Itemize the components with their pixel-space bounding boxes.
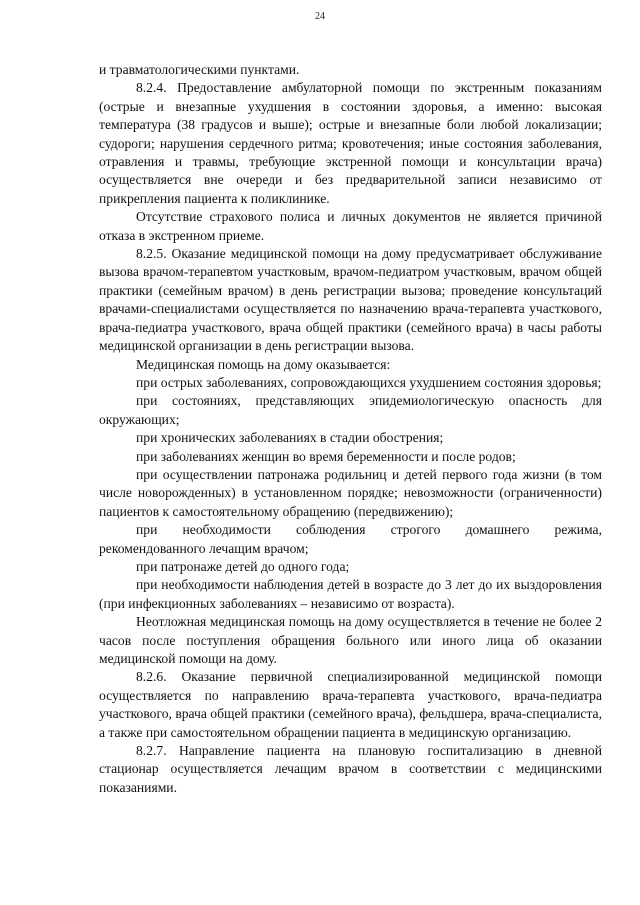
paragraph: 8.2.4. Предоставление амбулаторной помощи по экстренным показаниям (острые и внезапные ухудшения в состоянии здоровья, а именно: высокая температура (38 градусов и выше); острые и внезапные боли любой локализации; судороги; нарушения сердечного ритма; кровотечения; иные состояния заболевания, отравления и травмы, требующие экстренной помощи и консультации врача) осуществляется вне очереди и без предварительной записи независимо от прикрепления пациента к поликлинике.	[99, 80, 602, 206]
paragraph: и травматологическими пунктами.	[99, 62, 300, 77]
document-body	[99, 61, 602, 797]
paragraph: при патронаже детей до одного года;	[136, 558, 350, 574]
paragraph: Медицинская помощь на дому оказывается:	[136, 356, 391, 372]
paragraph: при необходимости соблюдения строгого домашнего режима, рекомендованного лечащим врачом;	[99, 522, 602, 556]
paragraph: при необходимости наблюдения детей в возрасте до 3 лет до их выздоровления (при инфекционных заболеваниях – независимо от возраста).	[99, 577, 602, 611]
paragraph: при осуществлении патронажа родильниц и детей первого года жизни (в том числе новорожденных) в установленном порядке; невозможности (ограниченности) пациентов к самостоятельному обращению (передвижению);	[99, 466, 602, 519]
paragraph: при состояниях, представляющих эпидемиологическую опасность для окружающих;	[99, 393, 602, 427]
paragraph: при хронических заболеваниях в стадии обострения;	[136, 430, 444, 446]
paragraph: 8.2.5. Оказание медицинской помощи на дому предусматривает обслуживание вызова врачом-терапевтом участковым, врачом-педиатром участковым, врачом общей практики (семейным врачом) в день регистрации вызова; проведение консультаций врачами-специалистами осуществляется по назначению врача-терапевта участкового, врача-педиатра участкового, врача общей практики (семейного врача) в часы работы медицинской организации в день регистрации вызова.	[99, 246, 602, 354]
paragraph: при острых заболеваниях, сопровождающихся ухудшением состояния здоровья;	[136, 374, 602, 390]
paragraph: Неотложная медицинская помощь на дому осуществляется в течение не более 2 часов после поступления обращения больного или иного лица об оказании медицинской помощи на дому.	[99, 614, 602, 666]
page-number: 24	[315, 11, 325, 22]
paragraph: Отсутствие страхового полиса и личных документов не является причиной отказа в экстренном приеме.	[99, 209, 602, 243]
paragraph: 8.2.6. Оказание первичной специализированной медицинской помощи осуществляется по направлению врача-терапевта участкового, врача-педиатра участкового, врача общей практики (семейного врача), фельдшера, врача-специалиста, а также при самостоятельном обращении пациента в медицинскую организацию.	[99, 669, 602, 740]
paragraph: 8.2.7. Направление пациента на плановую госпитализацию в дневной стационар осуществляется лечащим врачом в соответствии с медицинскими показаниями.	[99, 743, 602, 795]
paragraph: при заболеваниях женщин во время беременности и после родов;	[136, 448, 516, 464]
